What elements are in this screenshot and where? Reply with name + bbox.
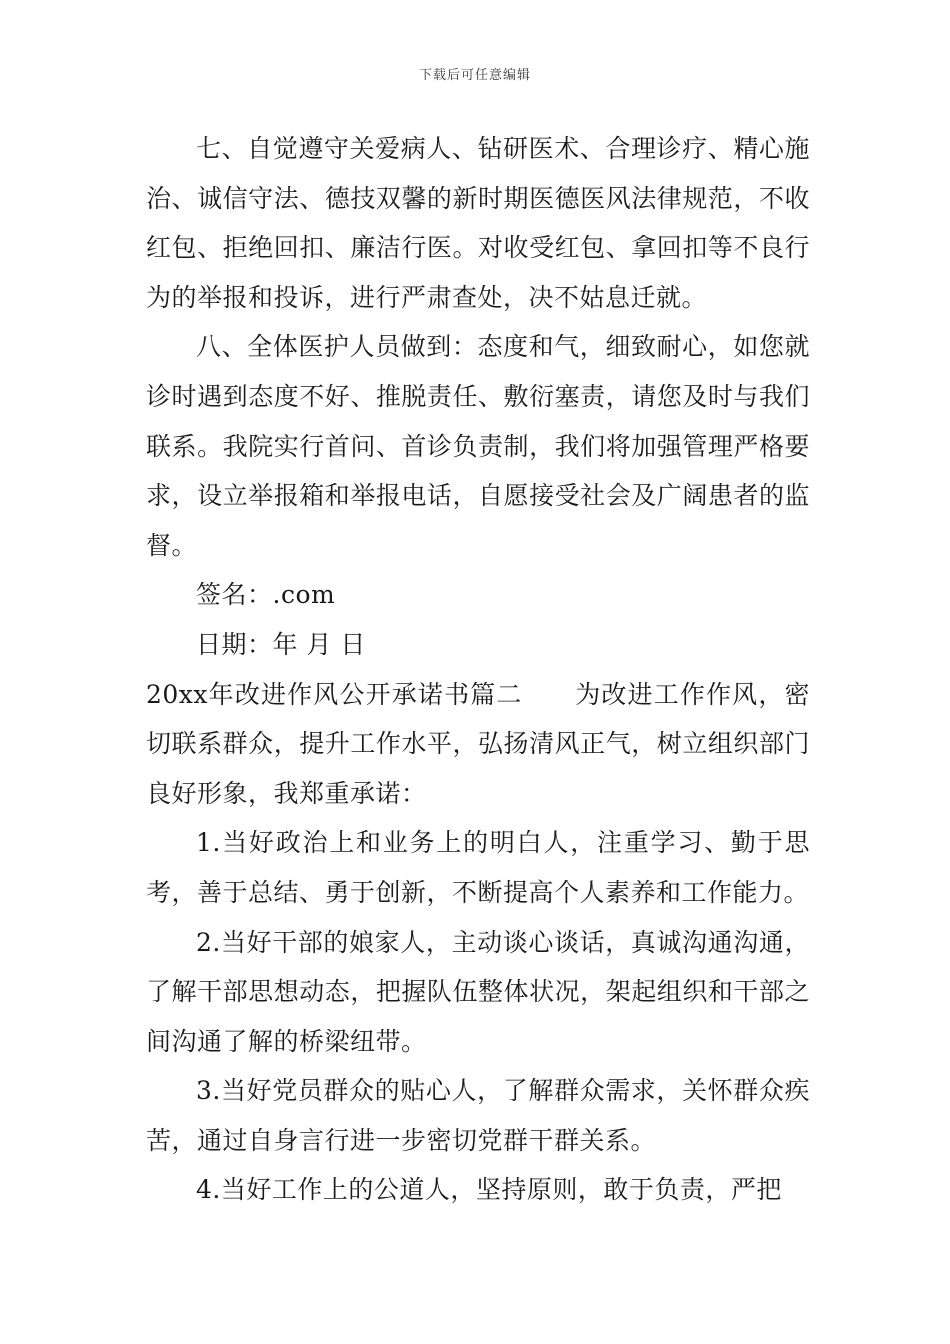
section-two-intro: 为改进工作作风，密切联系群众，提升工作水平，弘扬清风正气，树立组织部门良好形象，我郑重承诺：: [146, 679, 810, 808]
section-two-title: 20xx年改进作风公开承诺书篇二: [146, 679, 523, 709]
page-header-note: 下载后可任意编辑: [418, 68, 531, 83]
commitment-4: 4.当好工作上的公道人，坚持原则，敢于负责，严把: [196, 1175, 782, 1205]
commitment-3: 3.当好党员群众的贴心人，了解群众需求，关怀群众疾苦，通过自身言行进一步密切党群干群关系。: [146, 1076, 810, 1155]
commitment-2: 2.当好干部的娘家人，主动谈心谈话，真诚沟通沟通，了解干部思想动态，把握队伍整体状况，架起组织和干部之间沟通了解的桥梁纽带。: [146, 927, 810, 1056]
paragraph-eight: 八、全体医护人员做到：态度和气，细致耐心，如您就诊时遇到态度不好、推脱责任、敷衍塞责，请您及时与我们联系。我院实行首问、首诊负责制，我们将加强管理严格要求，设立举报箱和举报电话，自愿接受社会及广阔患者的监督。: [146, 332, 810, 560]
commitment-1: 1.当好政治上和业务上的明白人，注重学习、勤于思考，善于总结、勇于创新，不断提高个人素养和工作能力。: [146, 828, 810, 907]
signature-line: 签名：.com: [196, 580, 336, 610]
section-two-paragraph: [146, 670, 810, 819]
document-body: [146, 124, 810, 1215]
paragraph-seven: 七、自觉遵守关爱病人、钻研医术、合理诊疗、精心施治、诚信守法、德技双馨的新时期医德医风法律规范，不收红包、拒绝回扣、廉洁行医。对收受红包、拿回扣等不良行为的举报和投诉，进行严肃查处，决不姑息迁就。: [146, 134, 810, 312]
date-line: 日期：年 月 日: [196, 629, 366, 659]
